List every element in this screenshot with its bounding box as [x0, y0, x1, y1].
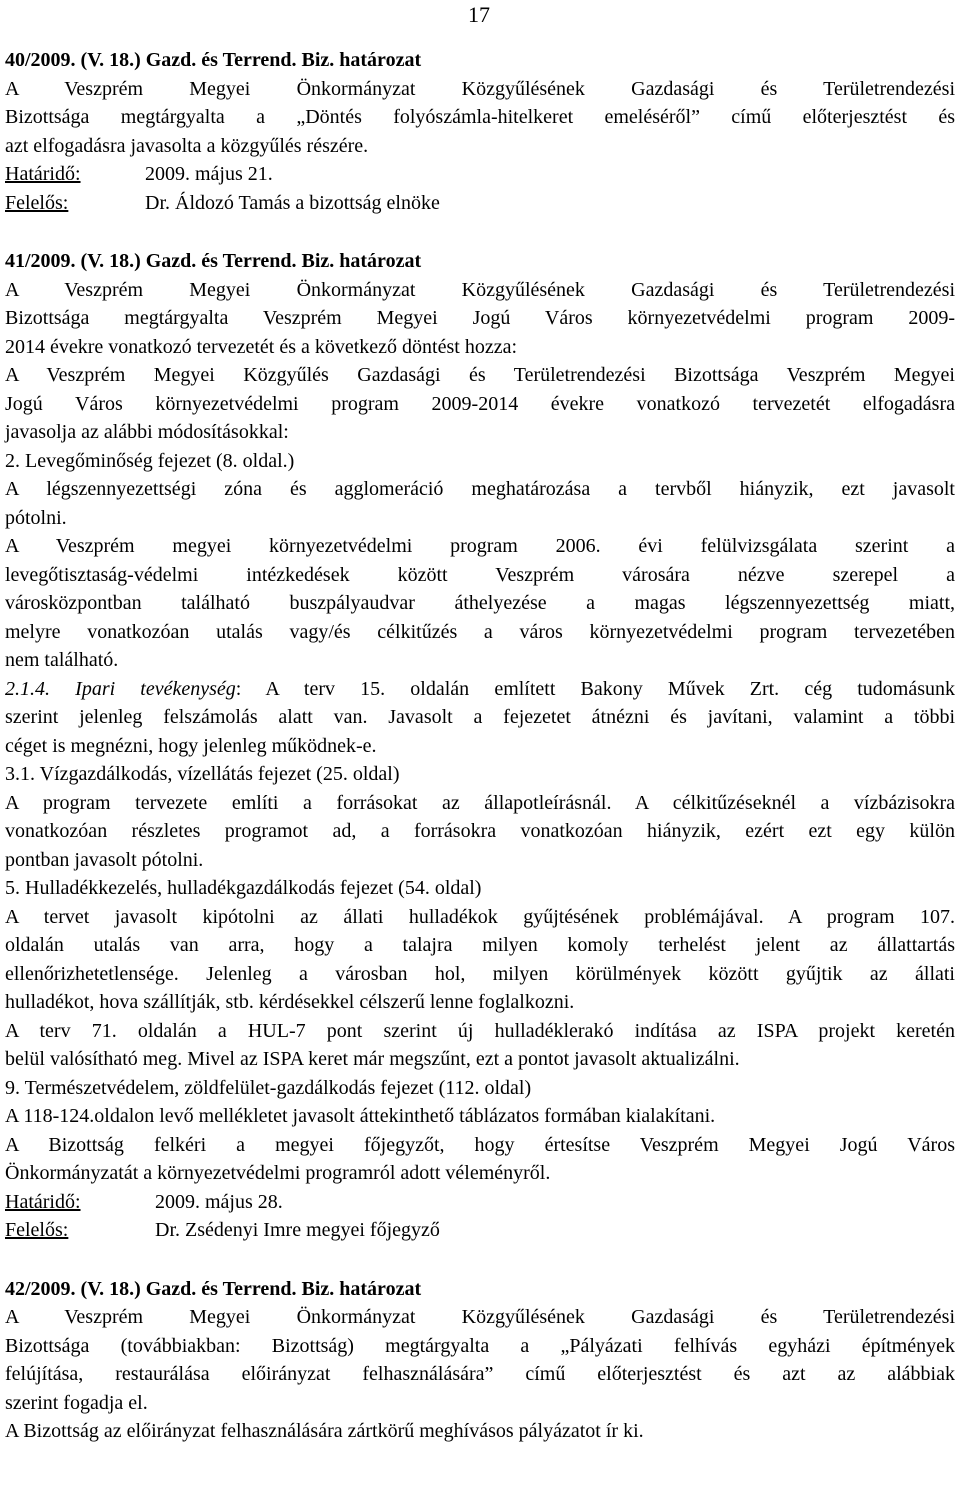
paragraph-line: Bizottsága (továbbiakban: Bizottság) megtárgyalta a „Pályázati felhívás egyházi építmények	[5, 1334, 955, 1357]
paragraph-line: pontban javasolt pótolni.	[5, 848, 204, 871]
paragraph-line: A 118-124.oldalon levő mellékletet javasolt áttekinthető táblázatos formában kialakítani.	[5, 1105, 716, 1127]
paragraph-line: felújítása, restaurálása előirányzat felhasználására” című előterjesztést és azt az alábbiak	[5, 1363, 955, 1385]
paragraph-line: A program tervezete említi a forrásokat az állapotleírásnál. A célkitűzéseknél a vízbázisokra	[5, 791, 955, 814]
paragraph-line: A Veszprém Megyei Önkormányzat Közgyűlésének Gazdasági és Területrendezési	[5, 278, 955, 301]
responsible-label: Felelős:	[5, 1219, 69, 1241]
paragraph-line: A légszennyezettségi zóna és agglomeráció meghatározása a tervből hiányzik, ezt javasolt	[5, 478, 955, 500]
paragraph-line: A Bizottság felkéri a megyei főjegyzőt, hogy értesítse Veszprém Megyei Jogú Város	[5, 1133, 955, 1156]
paragraph-line: 2014 évekre vonatkozó tervezetét és a következő döntést hozza:	[5, 335, 518, 358]
paragraph-line: A Veszprém Megyei Önkormányzat Közgyűlésének Gazdasági és Területrendezési	[5, 1306, 955, 1328]
ipari-section-text: : A terv 15. oldalán említett Bakony Művek Zrt. cég tudomásunk	[235, 677, 955, 700]
paragraph-line: A terv 71. oldalán a HUL-7 pont szerint új hulladéklerakó indítása az ISPA projekt keretén	[5, 1019, 955, 1042]
deadline-label: Határidő:	[5, 163, 81, 185]
resolution-41	[5, 247, 955, 1245]
paragraph-line: ellenőrizhetetlensége. Jelenleg a városban hol, milyen körülmények között gyűjtik az állati	[5, 962, 955, 985]
paragraph-line: belül valósítható meg. Mivel az ISPA keret már megszűnt, ezt a pontot javasolt aktualizálni.	[5, 1048, 740, 1070]
paragraph-line: hulladékot, hova szállítják, stb. kérdésekkel célszerű lenne foglalkozni.	[5, 991, 575, 1013]
paragraph-line: szerint fogadja el.	[5, 1391, 148, 1414]
paragraph-line: azt elfogadásra javasolta a közgyűlés részére.	[5, 134, 369, 157]
paragraph-line: melyre vonatkozóan utalás vagy/és célkitűzés a város környezetvédelmi program tervezetében	[5, 620, 955, 643]
paragraph-line: Önkormányzatát a környezetvédelmi programról adott véleményről.	[5, 1162, 551, 1184]
paragraph-line: A Veszprém Megyei Önkormányzat Közgyűlésének Gazdasági és Területrendezési	[5, 77, 955, 100]
paragraph-line: vonatkozóan részletes programot ad, a forrásokra vonatkozóan hiányzik, ezért ezt egy külön	[5, 820, 955, 842]
resolution-42	[5, 1275, 955, 1446]
paragraph-line: A Veszprém Megyei Közgyűlés Gazdasági és Területrendezési Bizottsága Veszprém Megyei	[5, 364, 955, 386]
resolution-heading: 40/2009. (V. 18.) Gazd. és Terrend. Biz. határozat	[5, 49, 422, 71]
paragraph-line: A tervet javasolt kipótolni az állati hulladékok gyűjtésének problémájával. A program 107.	[5, 905, 955, 928]
responsible-value: Dr. Zsédenyi Imre megyei főjegyző	[155, 1219, 440, 1241]
paragraph-line: javasolja az alábbi módosításokkal:	[5, 421, 289, 443]
page-number: 17	[468, 2, 490, 27]
paragraph-line: Bizottsága megtárgyalta a „Döntés folyószámla-hitelkeret emeléséről” című előterjesztést és	[5, 106, 955, 128]
section-heading: 2. Levegőminőség fejezet (8. oldal.)	[5, 449, 295, 472]
deadline-row	[5, 1188, 955, 1217]
ipari-section-label: 2.1.4. Ipari tevékenység	[5, 677, 236, 700]
document-body	[5, 46, 955, 1446]
paragraph-line: A Bizottság az előirányzat felhasználására zártkörű meghívásos pályázatot ír ki.	[5, 1420, 644, 1442]
section-heading: 5. Hulladékkezelés, hulladékgazdálkodás fejezet (54. oldal)	[5, 877, 482, 899]
paragraph-line: városközpontban található buszpályaudvar áthelyezése a magas légszennyezettség miatt,	[5, 592, 955, 614]
paragraph-line: pótolni.	[5, 506, 67, 529]
paragraph-line-ipari	[5, 675, 955, 704]
deadline-row	[5, 160, 955, 189]
deadline-value: 2009. május 28.	[155, 1190, 283, 1213]
paragraph-line: nem található.	[5, 649, 119, 671]
paragraph-line: levegőtisztaság-védelmi intézkedések között Veszprém városára nézve szerepel a	[5, 563, 955, 586]
deadline-value: 2009. május 21.	[145, 163, 273, 185]
paragraph-line: oldalán utalás van arra, hogy a talajra milyen komoly terhelést jelent az állattartás	[5, 934, 955, 956]
responsible-label: Felelős:	[5, 191, 69, 214]
resolution-heading: 41/2009. (V. 18.) Gazd. és Terrend. Biz. határozat	[5, 250, 422, 272]
paragraph-line: céget is megnézni, hogy jelenleg működnek-e.	[5, 734, 377, 757]
resolution-heading: 42/2009. (V. 18.) Gazd. és Terrend. Biz. határozat	[5, 1277, 422, 1300]
paragraph-line: A Veszprém megyei környezetvédelmi program 2006. évi felülvizsgálata szerint a	[5, 535, 955, 557]
responsible-value: Dr. Áldozó Tamás a bizottság elnöke	[145, 191, 440, 214]
responsible-row	[5, 1216, 955, 1245]
responsible-row	[5, 189, 955, 218]
paragraph-line: Jogú Város környezetvédelmi program 2009-2014 évekre vonatkozó tervezetét elfogadásra	[5, 392, 955, 415]
section-heading: 9. Természetvédelem, zöldfelület-gazdálkodás fejezet (112. oldal)	[5, 1076, 532, 1099]
section-heading: 3.1. Vízgazdálkodás, vízellátás fejezet (25. oldal)	[5, 763, 400, 785]
deadline-label: Határidő:	[5, 1190, 81, 1213]
resolution-40	[5, 46, 955, 217]
paragraph-line: Bizottsága megtárgyalta Veszprém Megyei Jogú Város környezetvédelmi program 2009-	[5, 307, 955, 329]
paragraph-line: szerint jelenleg felszámolás alatt van. Javasolt a fejezetet átnézni és javítani, valamint a többi	[5, 706, 955, 728]
